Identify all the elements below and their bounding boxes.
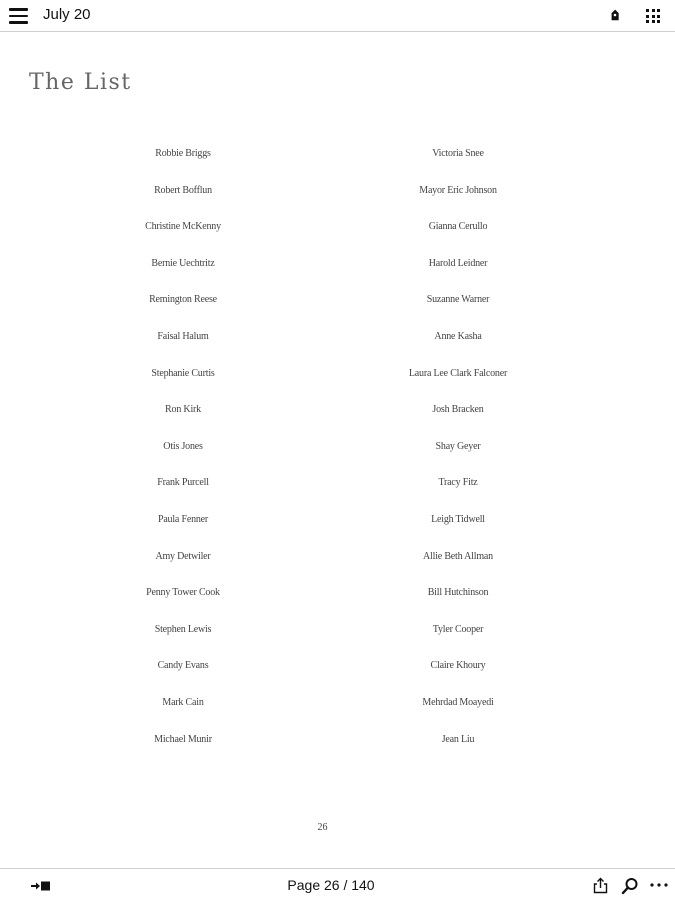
list-item: Michael Munir [154, 733, 212, 745]
names-column-left [63, 147, 303, 769]
magazine-page [0, 32, 675, 868]
list-item: Harold Leidner [428, 257, 488, 269]
list-item: Gianna Cerullo [428, 221, 488, 233]
list-item: Laura Lee Clark Falconer [408, 367, 508, 379]
list-item: Robert Bofflun [154, 184, 212, 196]
list-item: Leigh Tidwell [431, 513, 485, 525]
list-item: Mark Cain [162, 696, 204, 708]
page-indicator: Page 26 / 140 [287, 877, 375, 893]
list-item: Christine McKenny [145, 221, 221, 233]
page-title: The List [29, 70, 132, 95]
list-item: Anne Kasha [434, 330, 482, 342]
list-item: Mehrdad Moayedi [422, 696, 494, 708]
list-item: Ron Kirk [165, 404, 201, 416]
share-icon[interactable] [592, 877, 609, 894]
list-item: Stephen Lewis [154, 623, 212, 635]
list-item: Victoria Snee [432, 148, 484, 159]
list-item: Frank Purcell [157, 477, 209, 489]
list-item: Otis Jones [163, 440, 203, 452]
page-number: 26 [317, 822, 328, 833]
list-item: Suzanne Warner [426, 294, 490, 306]
list-item: Tyler Cooper [432, 623, 484, 635]
list-item: Amy Detwiler [155, 550, 211, 562]
list-item: Josh Bracken [432, 404, 484, 416]
list-item: Faisal Halum [157, 330, 209, 342]
search-icon[interactable] [621, 877, 639, 895]
tag-icon[interactable] [606, 9, 622, 25]
list-item: Stephanie Curtis [151, 367, 215, 379]
list-item: Remington Reese [149, 294, 217, 306]
top-toolbar [0, 0, 675, 32]
list-item: Allie Beth Allman [423, 550, 493, 562]
list-item: Jean Liu [441, 733, 475, 745]
list-item: Claire Khoury [430, 660, 486, 672]
names-column-right [338, 147, 578, 769]
grid-icon[interactable] [646, 9, 662, 25]
list-item: Paula Fenner [157, 513, 209, 525]
bottom-toolbar [0, 868, 675, 901]
more-icon[interactable] [649, 876, 669, 894]
list-item: Bill Hutchinson [427, 587, 489, 599]
list-item: Shay Geyer [435, 440, 481, 452]
list-item: Penny Tower Cook [146, 587, 220, 599]
list-item: Mayor Eric Johnson [419, 184, 497, 196]
menu-icon[interactable] [9, 8, 28, 24]
list-item: Bernie Uechtritz [151, 257, 215, 269]
document-title: July 20 [43, 6, 91, 23]
list-item: Tracy Fitz [438, 477, 478, 489]
list-item: Robbie Briggs [155, 148, 211, 159]
list-item: Candy Evans [157, 660, 209, 672]
